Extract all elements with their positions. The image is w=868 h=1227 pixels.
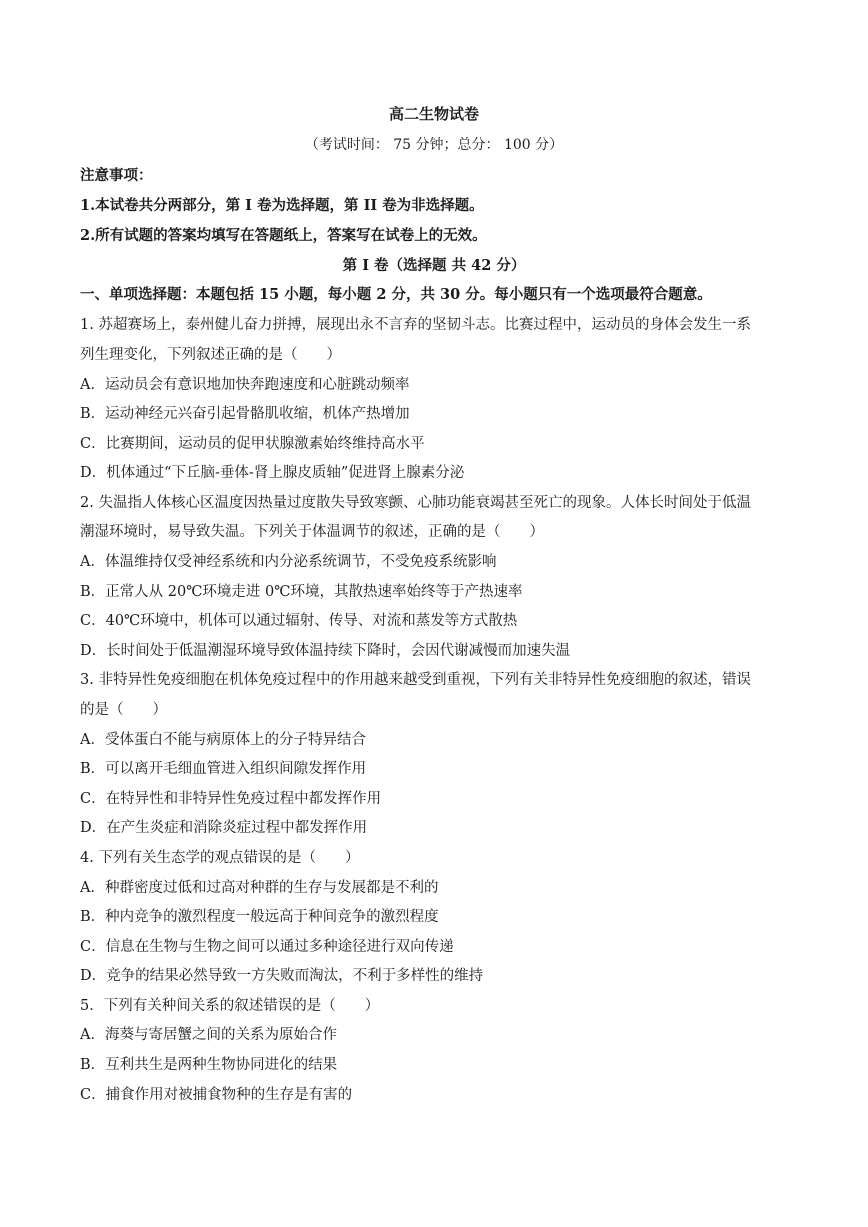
question-option: A．体温维持仅受神经系统和内分泌系统调节，不受免疫系统影响 — [80, 554, 497, 570]
question-stem: 4. 下列有关生态学的观点错误的是（ ） — [80, 850, 360, 866]
question-option: C．在特异性和非特异性免疫过程中都发挥作用 — [80, 791, 382, 807]
question-option: C．信息在生物与生物之间可以通过多种途径进行双向传递 — [80, 939, 454, 955]
question-stem: 1. 苏超赛场上，泰州健儿奋力拼搏，展现出永不言弃的坚韧斗志。比赛过程中，运动员的身体会发生一系 — [80, 317, 751, 333]
question-option: D．竞争的结果必然导致一方失败而淘汰，不利于多样性的维持 — [80, 968, 484, 984]
question-option: B．正常人从 20℃环境走进 0℃环境，其散热速率始终等于产热速率 — [80, 584, 523, 600]
question-option: B．可以离开毛细血管进入组织间隙发挥作用 — [80, 761, 367, 777]
question-option: A．海葵与寄居蟹之间的关系为原始合作 — [80, 1027, 337, 1043]
question-option: D．长时间处于低温潮湿环境导致体温持续下降时，会因代谢减慢而加速失温 — [80, 643, 571, 659]
question-stem: 列生理变化，下列叙述正确的是（ ） — [80, 347, 341, 363]
question-stem: 2. 失温指人体核心区温度因热量过度散失导致寒颤、心肺功能衰竭甚至死亡的现象。人体长时间处于低温 — [80, 495, 751, 511]
question-stem: 的是（ ） — [80, 702, 167, 718]
question-option: D．在产生炎症和消除炎症过程中都发挥作用 — [80, 820, 368, 836]
question-option: C．捕食作用对被捕食物种的生存是有害的 — [80, 1087, 353, 1103]
question-stem: 3. 非特异性免疫细胞在机体免疫过程中的作用越来越受到重视，下列有关非特异性免疫细胞的叙述，错误 — [80, 672, 751, 688]
question-option: C．40℃环境中，机体可以通过辐射、传导、对流和蒸发等方式散热 — [80, 613, 518, 629]
question-stem: 5．下列有关种间关系的叙述错误的是（ ） — [80, 998, 380, 1014]
question-option: C．比赛期间，运动员的促甲状腺激素始终维持高水平 — [80, 436, 425, 452]
exam-subtitle: （考试时间： 75 分钟；总分： 100 分） — [304, 137, 564, 153]
note-item: 2.所有试题的答案均填写在答题纸上，答案写在试卷上的无效。 — [80, 227, 487, 244]
question-option: D．机体通过“下丘脑-垂体-肾上腺皮质轴”促进肾上腺素分泌 — [80, 465, 465, 481]
note-item: 1.本试卷共分两部分，第 I 卷为选择题，第 II 卷为非选择题。 — [80, 197, 484, 214]
part-heading: 一、单项选择题：本题包括 15 小题，每小题 2 分，共 30 分。每小题只有一个选项最符合题意。 — [80, 286, 712, 303]
section-title: 第 I 卷（选择题 共 42 分） — [342, 257, 526, 274]
question-option: A．运动员会有意识地加快奔跑速度和心脏跳动频率 — [80, 377, 410, 393]
question-option: B．种内竞争的激烈程度一般远高于种间竞争的激烈程度 — [80, 909, 439, 925]
notes-heading: 注意事项： — [80, 167, 153, 184]
question-option: B．运动神经元兴奋引起骨骼肌收缩，机体产热增加 — [80, 406, 410, 422]
exam-title: 高二生物试卷 — [388, 105, 479, 123]
question-option: A．种群密度过低和过高对种群的生存与发展都是不利的 — [80, 880, 439, 896]
question-option: B．互利共生是两种生物协同进化的结果 — [80, 1057, 338, 1073]
question-stem: 潮湿环境时，易导致失温。下列关于体温调节的叙述，正确的是（ ） — [80, 524, 544, 540]
question-option: A．受体蛋白不能与病原体上的分子特异结合 — [80, 732, 366, 748]
